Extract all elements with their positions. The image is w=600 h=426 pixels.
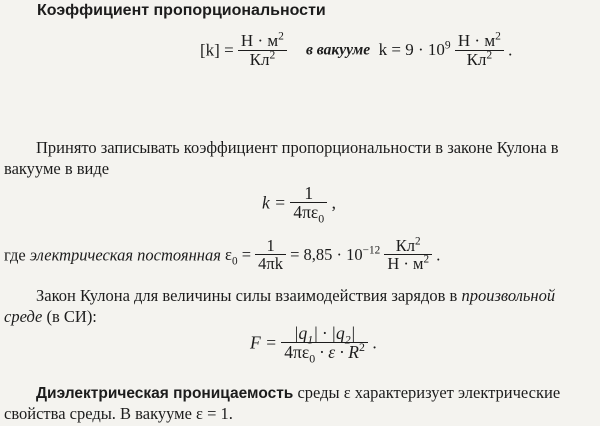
coulomb-denominator-exp: 2 bbox=[358, 340, 365, 355]
coulomb-numerator-sub2: 2 bbox=[344, 332, 351, 347]
epsilon-unit-numerator: Кл bbox=[395, 236, 416, 255]
epsilon-end: . bbox=[436, 245, 441, 265]
coulomb-law-medium: среде bbox=[4, 307, 43, 326]
epsilon-denominator: 4πk bbox=[255, 254, 286, 272]
k-formula bbox=[262, 183, 336, 226]
vacuum-formula bbox=[306, 29, 513, 69]
epsilon-numerator: 1 bbox=[266, 236, 275, 255]
paragraph-coulomb-intro-line1: Принято записывать коэффициент пропорциональности в законе Кулона в bbox=[36, 138, 559, 157]
unit-numerator-exp: 2 bbox=[278, 29, 284, 43]
coulomb-formula-lhs: F = bbox=[250, 332, 277, 353]
coulomb-denominator: 4πε bbox=[284, 342, 310, 363]
paragraph-dielectric-line2: свойства среды. В вакууме ε = 1. bbox=[4, 404, 233, 423]
dielectric-text: среды ε характеризует электрические bbox=[297, 383, 561, 402]
vacuum-unit-denominator-exp: 2 bbox=[486, 48, 493, 62]
vacuum-unit-numerator-exp: 2 bbox=[495, 29, 501, 43]
epsilon-unit-numerator-exp: 2 bbox=[415, 235, 421, 248]
vacuum-label: в вакууме bbox=[306, 41, 371, 59]
unit-numerator: Н · м bbox=[240, 31, 279, 50]
coulomb-formula-end: . bbox=[372, 332, 377, 353]
k-fraction bbox=[290, 183, 327, 226]
vacuum-end: . bbox=[508, 40, 513, 60]
epsilon-value: = 8,85 · 10 bbox=[290, 245, 363, 265]
k-formula-lhs: k = bbox=[262, 192, 286, 213]
coulomb-law-text: Закон Кулона для величины силы взаимодействия зарядов в bbox=[36, 286, 458, 305]
coulomb-law-si: (в СИ): bbox=[46, 307, 97, 326]
unit-formula bbox=[200, 29, 287, 69]
epsilon-fraction bbox=[255, 237, 286, 273]
coulomb-numerator-mid: | · |q bbox=[313, 323, 345, 343]
coulomb-numerator-part1: |q bbox=[293, 323, 308, 343]
epsilon-symbol: ε bbox=[225, 245, 232, 265]
vacuum-unit-denominator: Кл bbox=[466, 49, 487, 69]
paragraph-coulomb-law-line1 bbox=[36, 285, 555, 306]
epsilon-line bbox=[4, 237, 440, 273]
k-numerator: 1 bbox=[304, 183, 314, 203]
vacuum-unit-numerator: Н · м bbox=[457, 31, 496, 50]
vacuum-unit-fraction bbox=[455, 29, 504, 69]
k-denominator: 4πε bbox=[293, 202, 319, 223]
coulomb-law-arbitrary: произвольной bbox=[461, 286, 556, 305]
coulomb-numerator-end: | bbox=[350, 323, 356, 343]
vacuum-k-exp: 9 bbox=[444, 38, 451, 52]
coulomb-numerator-sub1: 1 bbox=[307, 332, 314, 347]
paragraph-coulomb-intro-line2: вакууме в виде bbox=[4, 159, 110, 178]
epsilon-eq: = bbox=[241, 245, 252, 265]
k-denominator-sub: 0 bbox=[318, 211, 325, 226]
epsilon-label: электрическая постоянная bbox=[29, 245, 221, 265]
epsilon-prefix: где bbox=[4, 245, 26, 265]
coulomb-denominator-mid: · ε · R bbox=[319, 342, 359, 363]
epsilon-unit-denominator-exp: 2 bbox=[423, 253, 430, 266]
epsilon-value-exp: −12 bbox=[362, 244, 381, 257]
k-formula-end: , bbox=[331, 192, 336, 213]
epsilon-symbol-sub: 0 bbox=[231, 255, 238, 268]
dielectric-term: Диэлектрическая проницаемость bbox=[36, 385, 294, 402]
epsilon-unit-fraction bbox=[384, 237, 432, 273]
coulomb-formula bbox=[250, 323, 377, 366]
vacuum-k-value: k = 9 · 10 bbox=[378, 40, 445, 60]
unit-fraction bbox=[238, 29, 287, 69]
paragraph-dielectric-line1 bbox=[36, 382, 560, 404]
epsilon-unit-denominator: Н · м bbox=[387, 254, 424, 274]
paragraph-coulomb-law-line2 bbox=[4, 306, 97, 327]
unit-denominator-exp: 2 bbox=[269, 48, 276, 62]
section-heading: Коэффициент пропорциональности bbox=[37, 2, 326, 19]
unit-formula-lhs: [k] = bbox=[200, 40, 234, 60]
unit-denominator: Кл bbox=[249, 49, 270, 69]
coulomb-denominator-sub: 0 bbox=[309, 351, 316, 366]
coulomb-fraction bbox=[281, 323, 368, 366]
bleed-through-text bbox=[420, 118, 424, 133]
